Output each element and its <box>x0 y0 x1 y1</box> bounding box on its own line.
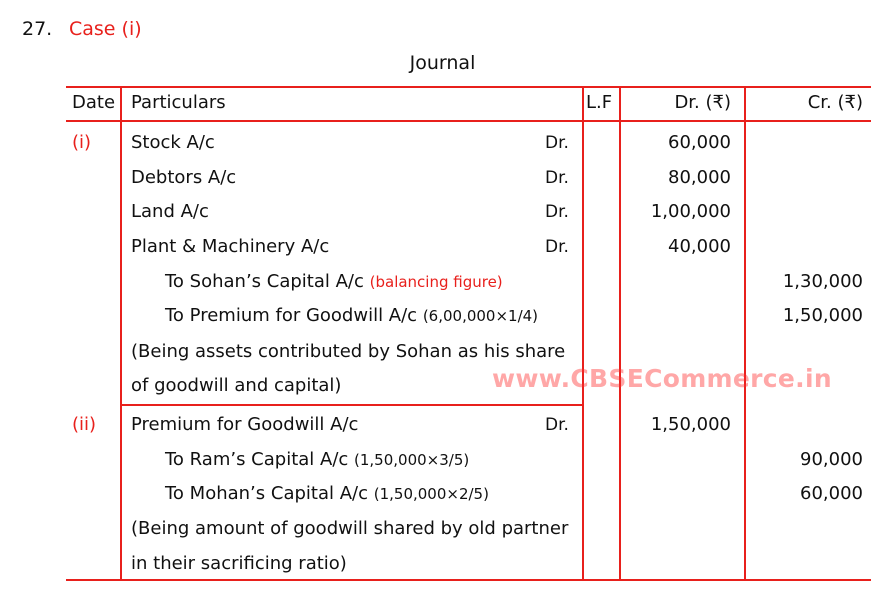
credit-account-name: To Ram’s Capital A/c <box>165 449 349 470</box>
header-date: Date <box>72 92 116 113</box>
entry-separator-rule <box>121 404 583 406</box>
credit-amount: 60,000 <box>800 483 863 504</box>
debit-amount: 1,50,000 <box>650 414 731 435</box>
table-top-rule <box>66 86 871 88</box>
date-column-rule <box>120 86 122 581</box>
narration-line: (Being assets contributed by Sohan as his share <box>131 341 566 362</box>
table-bottom-rule <box>66 579 871 581</box>
dr-tag: Dr. <box>545 415 569 435</box>
dr-tag: Dr. <box>545 237 569 257</box>
calculation-note: (1,50,000×3/5) <box>354 451 470 469</box>
site-watermark: www.CBSECommerce.in <box>492 364 832 393</box>
debit-amount: 80,000 <box>668 167 731 188</box>
dr-tag: Dr. <box>545 202 569 222</box>
credit-amount: 1,50,000 <box>782 305 863 326</box>
credit-account-name: To Sohan’s Capital A/c <box>165 271 364 292</box>
narration-line: in their sacrificing ratio) <box>131 553 347 574</box>
question-number: 27. <box>22 18 53 40</box>
credit-account <box>165 271 503 292</box>
credit-account <box>165 483 489 504</box>
debit-account: Stock A/c <box>131 132 215 153</box>
entry-date: (ii) <box>72 414 97 435</box>
header-bottom-rule <box>66 120 871 122</box>
header-cr: Cr. (₹) <box>807 92 863 113</box>
debit-account: Debtors A/c <box>131 167 237 188</box>
credit-amount: 90,000 <box>800 449 863 470</box>
credit-account <box>165 305 538 326</box>
journal-title: Journal <box>409 52 476 74</box>
credit-account-name: To Premium for Goodwill A/c <box>165 305 418 326</box>
narration-line: (Being amount of goodwill shared by old partner <box>131 518 569 539</box>
debit-account: Land A/c <box>131 201 209 222</box>
header-lf: L.F <box>586 92 613 113</box>
credit-amount: 1,30,000 <box>782 271 863 292</box>
lf-left-rule <box>582 86 584 581</box>
credit-account-name: To Mohan’s Capital A/c <box>165 483 368 504</box>
header-particulars: Particulars <box>131 92 226 113</box>
lf-right-rule <box>619 86 621 581</box>
header-dr: Dr. (₹) <box>674 92 731 113</box>
debit-amount: 40,000 <box>668 236 731 257</box>
debit-account: Premium for Goodwill A/c <box>131 414 359 435</box>
credit-account <box>165 449 469 470</box>
narration-line: of goodwill and capital) <box>131 375 342 396</box>
case-label: Case (i) <box>69 18 142 40</box>
calculation-note: (1,50,000×2/5) <box>373 485 489 503</box>
calculation-note: (6,00,000×1/4) <box>422 307 539 325</box>
balancing-figure-note: (balancing figure) <box>369 273 503 291</box>
dr-right-rule <box>744 86 746 581</box>
debit-account: Plant & Machinery A/c <box>131 236 330 257</box>
debit-amount: 1,00,000 <box>650 201 731 222</box>
entry-date: (i) <box>72 132 92 153</box>
dr-tag: Dr. <box>545 168 569 188</box>
dr-tag: Dr. <box>545 133 569 153</box>
debit-amount: 60,000 <box>668 132 731 153</box>
